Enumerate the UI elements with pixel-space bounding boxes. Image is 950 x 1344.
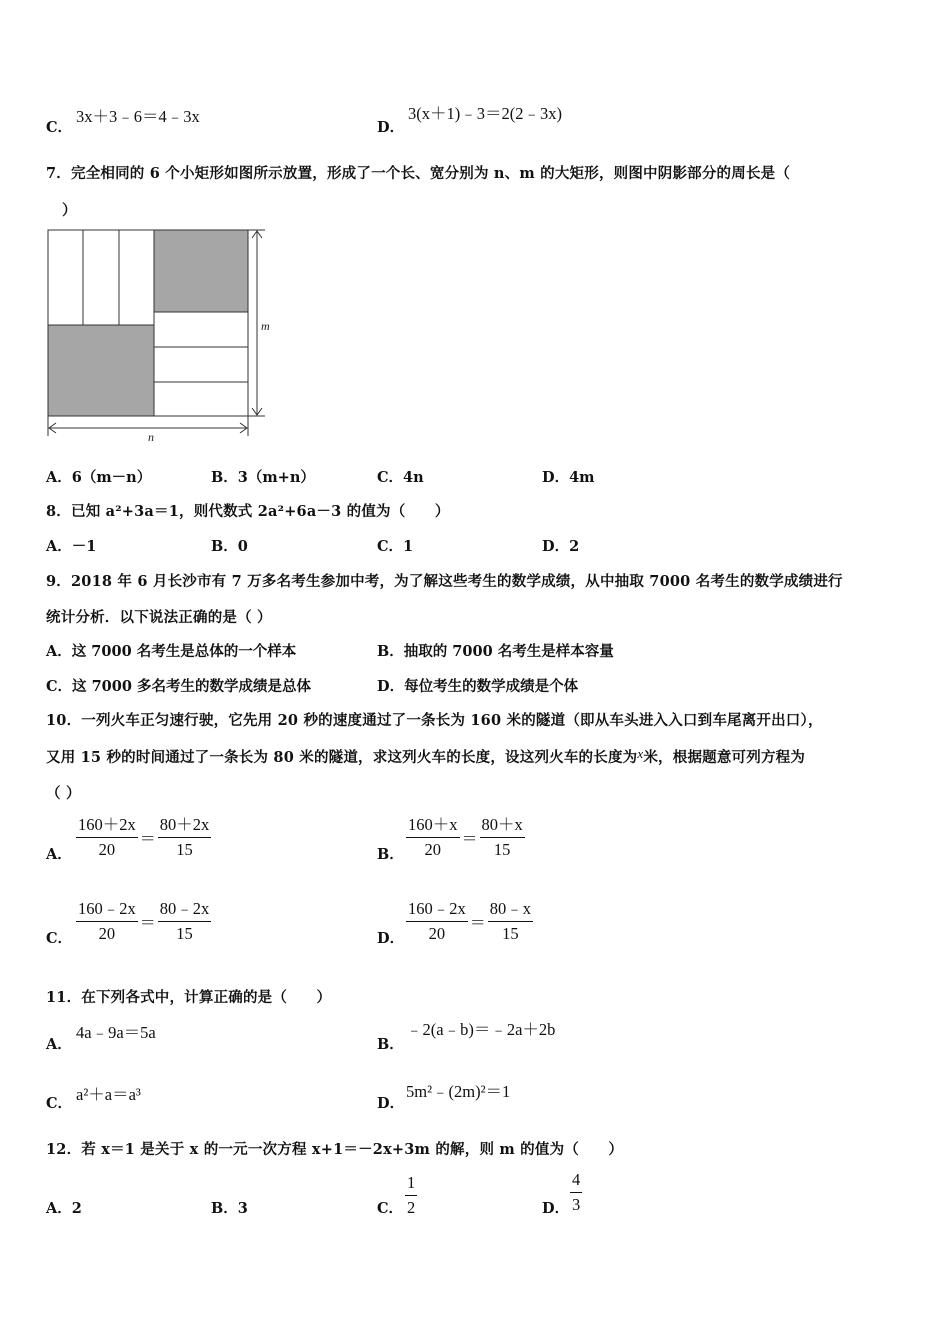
fraction-numerator: 160﹣2x — [76, 898, 138, 922]
fraction-denominator: 20 — [428, 924, 446, 943]
q7-m-label: m — [261, 319, 270, 333]
q10-option-d-equation — [406, 898, 533, 945]
fraction-numerator: 80﹣x — [488, 898, 533, 922]
fraction-denominator: 20 — [98, 924, 116, 943]
q7-shaded-rect-bottom — [48, 325, 154, 416]
fraction-denominator: 3 — [572, 1195, 581, 1214]
fraction-numerator: 1 — [405, 1172, 417, 1196]
q8-option-a: A．－1 — [46, 538, 97, 555]
q12-option-d-label: D． — [542, 1200, 570, 1217]
q7-rectangle-figure — [40, 222, 280, 444]
q11-option-d-expression: 5m²﹣(2m)²＝1 — [406, 1082, 511, 1101]
q11-option-d-label: D． — [377, 1095, 405, 1112]
q11-stem: 11．在下列各式中，计算正确的是（ ） — [46, 989, 332, 1006]
q10-variable-x: x — [637, 746, 644, 761]
q11-option-a-label: A． — [46, 1036, 72, 1053]
q11-option-c-label: C． — [46, 1095, 73, 1112]
q12-option-c-fraction — [405, 1172, 417, 1219]
q11-option-b-label: B． — [377, 1036, 404, 1053]
q8-option-b: B．0 — [211, 538, 248, 555]
q10-option-b-equation — [406, 814, 525, 861]
q6-option-c-label: C． — [46, 119, 73, 136]
fraction-numerator: 160＋x — [406, 814, 460, 838]
q7-shaded-rect-top — [154, 230, 248, 312]
q10-stem-line2-part1: 又用 15 秒的时间通过了一条长为 80 米的隧道，求这列火车的长度，设这列火车的长度为 — [46, 749, 638, 766]
q7-n-label: n — [148, 430, 154, 444]
q10-stem-line3: （ ） — [46, 785, 81, 802]
q9-stem-line2: 统计分析．以下说法正确的是（ ） — [46, 609, 272, 626]
q10-option-a-label: A． — [46, 846, 72, 863]
q11-option-a-expression: 4a﹣9a＝5a — [76, 1023, 156, 1042]
q6-option-d-expression: 3(x＋1)﹣3＝2(2﹣3x) — [408, 104, 562, 123]
q7-option-b: B．3（m+n） — [211, 469, 315, 486]
fraction-denominator: 15 — [176, 840, 193, 859]
fraction-numerator: 80＋x — [480, 814, 525, 838]
equals-sign: ＝ — [139, 831, 156, 848]
fraction-denominator: 2 — [407, 1198, 416, 1217]
q10-option-d-label: D． — [377, 930, 405, 947]
q8-option-c: C．1 — [377, 538, 414, 555]
q8-stem: 8．已知 a²+3a＝1，则代数式 2a²+6a－3 的值为（ ） — [46, 503, 450, 520]
equals-sign: ＝ — [469, 915, 486, 932]
q10-stem-line1: 10．一列火车正匀速行驶，它先用 20 秒的速度通过了一条长为 160 米的隧道（即从车头进入入口到车尾离开出口）， — [46, 712, 823, 729]
q10-option-c-label: C． — [46, 930, 73, 947]
fraction-denominator: 20 — [98, 840, 116, 859]
q10-option-c-equation — [76, 898, 211, 945]
q12-option-b: B．3 — [211, 1200, 248, 1217]
q7-option-d: D．4m — [542, 469, 595, 486]
q6-option-c-expression: 3x＋3﹣6＝4﹣3x — [76, 107, 200, 126]
q12-stem: 12．若 x＝1 是关于 x 的一元一次方程 x+1＝－2x+3m 的解，则 m 的值为（ ） — [46, 1141, 624, 1158]
equals-sign: ＝ — [139, 915, 156, 932]
fraction-denominator: 15 — [493, 840, 511, 859]
q7-stem-end: ） — [62, 202, 77, 219]
q9-option-a: A．这 7000 名考生是总体的一个样本 — [46, 643, 297, 660]
q7-option-a: A．6（m－n） — [46, 469, 152, 486]
q11-option-b-expression: ﹣2(a﹣b)＝﹣2a＋2b — [406, 1020, 556, 1039]
fraction-denominator: 15 — [502, 924, 519, 943]
fraction-denominator: 20 — [424, 840, 441, 859]
q9-stem-line1: 9．2018 年 6 月长沙市有 7 万多名考生参加中考，为了解这些考生的数学成绩，从中抽取 7000 名考生的数学成绩进行 — [46, 573, 843, 590]
q10-stem-line2 — [46, 746, 805, 767]
q9-option-d: D．每位考生的数学成绩是个体 — [377, 678, 579, 695]
q7-option-c: C．4n — [377, 469, 424, 486]
q9-option-c: C．这 7000 多名考生的数学成绩是总体 — [46, 678, 311, 695]
q12-option-a: A．2 — [46, 1200, 82, 1217]
fraction-numerator: 160＋2x — [76, 814, 138, 838]
q10-stem-line2-part2: 米，根据题意可列方程为 — [643, 749, 806, 766]
q11-option-c-expression: a²＋a＝a³ — [76, 1085, 141, 1104]
q7-stem: 7．完全相同的 6 个小矩形如图所示放置，形成了一个长、宽分别为 n、m 的大矩形，则图中阴影部分的周长是（ — [46, 165, 791, 182]
q10-option-b-label: B． — [377, 846, 404, 863]
equals-sign: ＝ — [461, 831, 478, 848]
fraction-numerator: 80﹣2x — [158, 898, 212, 922]
fraction-numerator: 4 — [570, 1169, 582, 1193]
q12-option-d-fraction — [570, 1169, 582, 1216]
fraction-numerator: 160﹣2x — [406, 898, 468, 922]
q6-option-d-label: D． — [377, 119, 405, 136]
fraction-numerator: 80＋2x — [158, 814, 212, 838]
q9-option-b: B．抽取的 7000 名考生是样本容量 — [377, 643, 614, 660]
q10-option-a-equation — [76, 814, 211, 861]
q12-option-c-label: C． — [377, 1200, 404, 1217]
fraction-denominator: 15 — [176, 924, 193, 943]
q8-option-d: D．2 — [542, 538, 580, 555]
